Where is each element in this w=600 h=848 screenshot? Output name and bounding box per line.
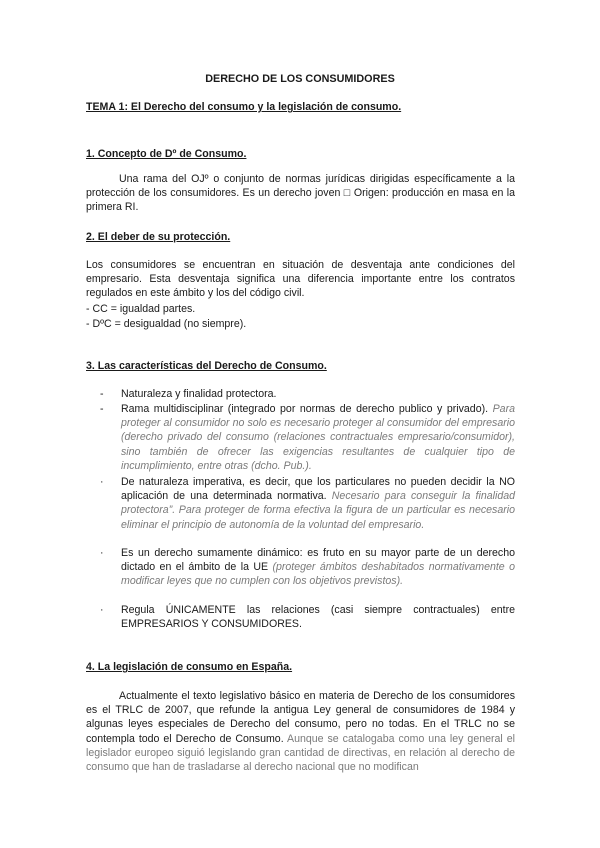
list-item-note: Para proteger al consumidor no solo es necesario proteger al consumidor del empresario (derecho privado del consumo (relaciones contractuales empresario/consumidor), sino también de ofrecer las exigencias resultantes de cualquier tipo de incumplimiento, entre otras (dcho. Pub.).	[121, 403, 515, 472]
section-4-text: Actualmente el texto legislativo básico en materia de Derecho de los consumidores es el TRLC de 2007, que refunde la antigua Ley general de consumidores de 1984 y algunas leyes especiales de Derecho del consumo, pero no todas. En el TRLC no se contempla todo el Derecho de Consumo.	[86, 690, 515, 745]
section-4-heading: 4. La legislación de consumo en España.	[86, 661, 293, 673]
list-item-text: Regula ÚNICAMENTE las relaciones (casi siempre contractuales) entre EMPRESARIOS Y CONSUMIDORES.	[121, 604, 515, 631]
list-item-body	[121, 546, 515, 589]
section-1-heading: 1. Concepto de Dº de Consumo.	[86, 148, 247, 160]
list-item-text: Naturaleza y finalidad protectora.	[121, 388, 277, 400]
bullet-mark: -	[100, 403, 104, 415]
section-2-paragraph: Los consumidores se encuentran en situación de desventaja ante condiciones del empresario. Esta desventaja significa una diferencia importante entre los contratos regulados en este ámbito y los del código civil.	[86, 259, 515, 300]
section-2-heading: 2. El deber de su protección.	[86, 231, 231, 243]
section-4-faded-text: Aunque se catalogaba como una ley general el legislador europeo siguió legislando gran cantidad de directivas, en relación al derecho de consumo que han de trasladarse al derecho nacional que no modifican	[86, 732, 515, 774]
tema-heading: TEMA 1: El Derecho del consumo y la legislación de consumo.	[86, 101, 402, 113]
bullet-mark: -	[100, 388, 104, 400]
section-4-paragraph	[86, 689, 515, 774]
list-item-body	[121, 475, 515, 532]
bullet-mark: ·	[100, 476, 104, 488]
document-title: DERECHO DE LOS CONSUMIDORES	[205, 73, 395, 85]
section-2-line-cc: - CC = igualdad partes.	[86, 303, 196, 315]
bullet-mark: ·	[100, 604, 104, 616]
list-item-body	[121, 402, 515, 473]
list-item-note: (proteger ámbitos deshabitados normativamente o modificar leyes que no cumplen con los objetivos previstos).	[121, 561, 515, 588]
list-item-text: Es un derecho sumamente dinámico: es fruto en su mayor parte de un derecho dictado en el ámbito de la UE	[121, 547, 515, 574]
list-item-note: Necesario para conseguir la finalidad protectora”. Para proteger de forma efectiva la figura de un particular es necesario eliminar el principio de autonomía de la voluntad del empresario.	[121, 490, 515, 531]
section-2-line-dc: - DºC = desigualdad (no siempre).	[86, 318, 247, 330]
list-item-text: Rama multidisciplinar (integrado por normas de derecho publico y privado).	[121, 403, 489, 415]
section-3-heading: 3. Las características del Derecho de Consumo.	[86, 360, 327, 372]
bullet-mark: ·	[100, 547, 104, 559]
section-1-paragraph: Una rama del OJº o conjunto de normas jurídicas dirigidas específicamente a la protección de los consumidores. Es un derecho joven □ Origen: producción en masa en la primera RI.	[86, 173, 515, 214]
list-item-text: De naturaleza imperativa, es decir, que los particulares no pueden decidir la NO aplicación de una determinada normativa.	[121, 476, 515, 503]
